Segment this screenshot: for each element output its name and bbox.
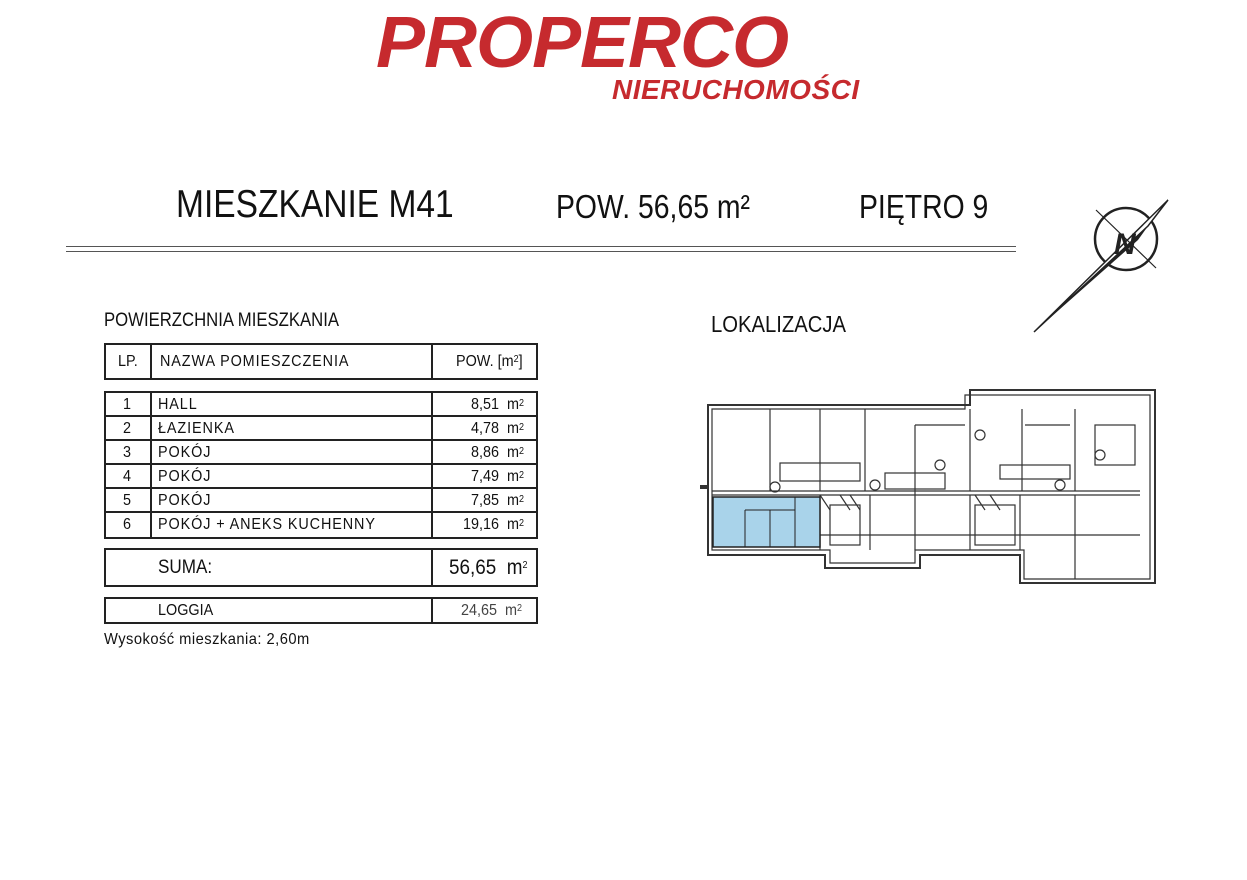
height-note: Wysokość mieszkania: 2,60m [104, 631, 310, 648]
header-rule [66, 246, 1016, 247]
sum-row [104, 548, 538, 587]
location-title: LOKALIZACJA [711, 311, 846, 337]
col-lp: LP. [118, 352, 138, 370]
table-row: 6 POKÓJ + ANEKS KUCHENNY 19,16 m $^2$ [123, 516, 525, 533]
header-rule [66, 251, 1016, 252]
rooms-table [104, 391, 538, 539]
brand-tagline: NIERUCHOMOŚCI [612, 74, 860, 105]
col-name: NAZWA POMIESZCZENIA [160, 352, 350, 370]
highlighted-apartment [713, 497, 820, 547]
loggia-value: 24,65 m $^2$ [461, 601, 523, 619]
table-row: 3 POKÓJ 8,86 m $^2$ [123, 444, 525, 461]
table-row: 1 HALL 8,51 m $^2$ [123, 396, 525, 413]
table-row: 5 POKÓJ 7,85 m $^2$ [123, 492, 525, 509]
table-row: 2 ŁAZIENKA 4,78 m $^2$ [123, 420, 525, 437]
location-floor-plan [700, 385, 1165, 585]
loggia-label: LOGGIA [158, 601, 214, 619]
brand-name: PROPERCO [376, 3, 789, 83]
apartment-floor: PIĘTRO 9 [859, 188, 989, 225]
apartment-area: POW. 56,65 m² [556, 188, 750, 225]
north-arrow-icon [1030, 196, 1175, 336]
sum-label: SUMA: [158, 556, 213, 578]
apartment-title: MIESZKANIE M41 [176, 183, 454, 226]
north-letter: N [1114, 228, 1136, 261]
loggia-row [104, 597, 538, 624]
brand-logo [372, 0, 872, 110]
area-section-title: POWIERZCHNIA MIESZKANIA [104, 310, 340, 331]
table-row: 4 POKÓJ 7,49 m $^2$ [123, 468, 525, 485]
col-area: POW. [m $^2$ ] [456, 352, 523, 370]
sum-value: 56,65 m $^2$ [449, 555, 528, 579]
rooms-table-header [104, 343, 538, 380]
